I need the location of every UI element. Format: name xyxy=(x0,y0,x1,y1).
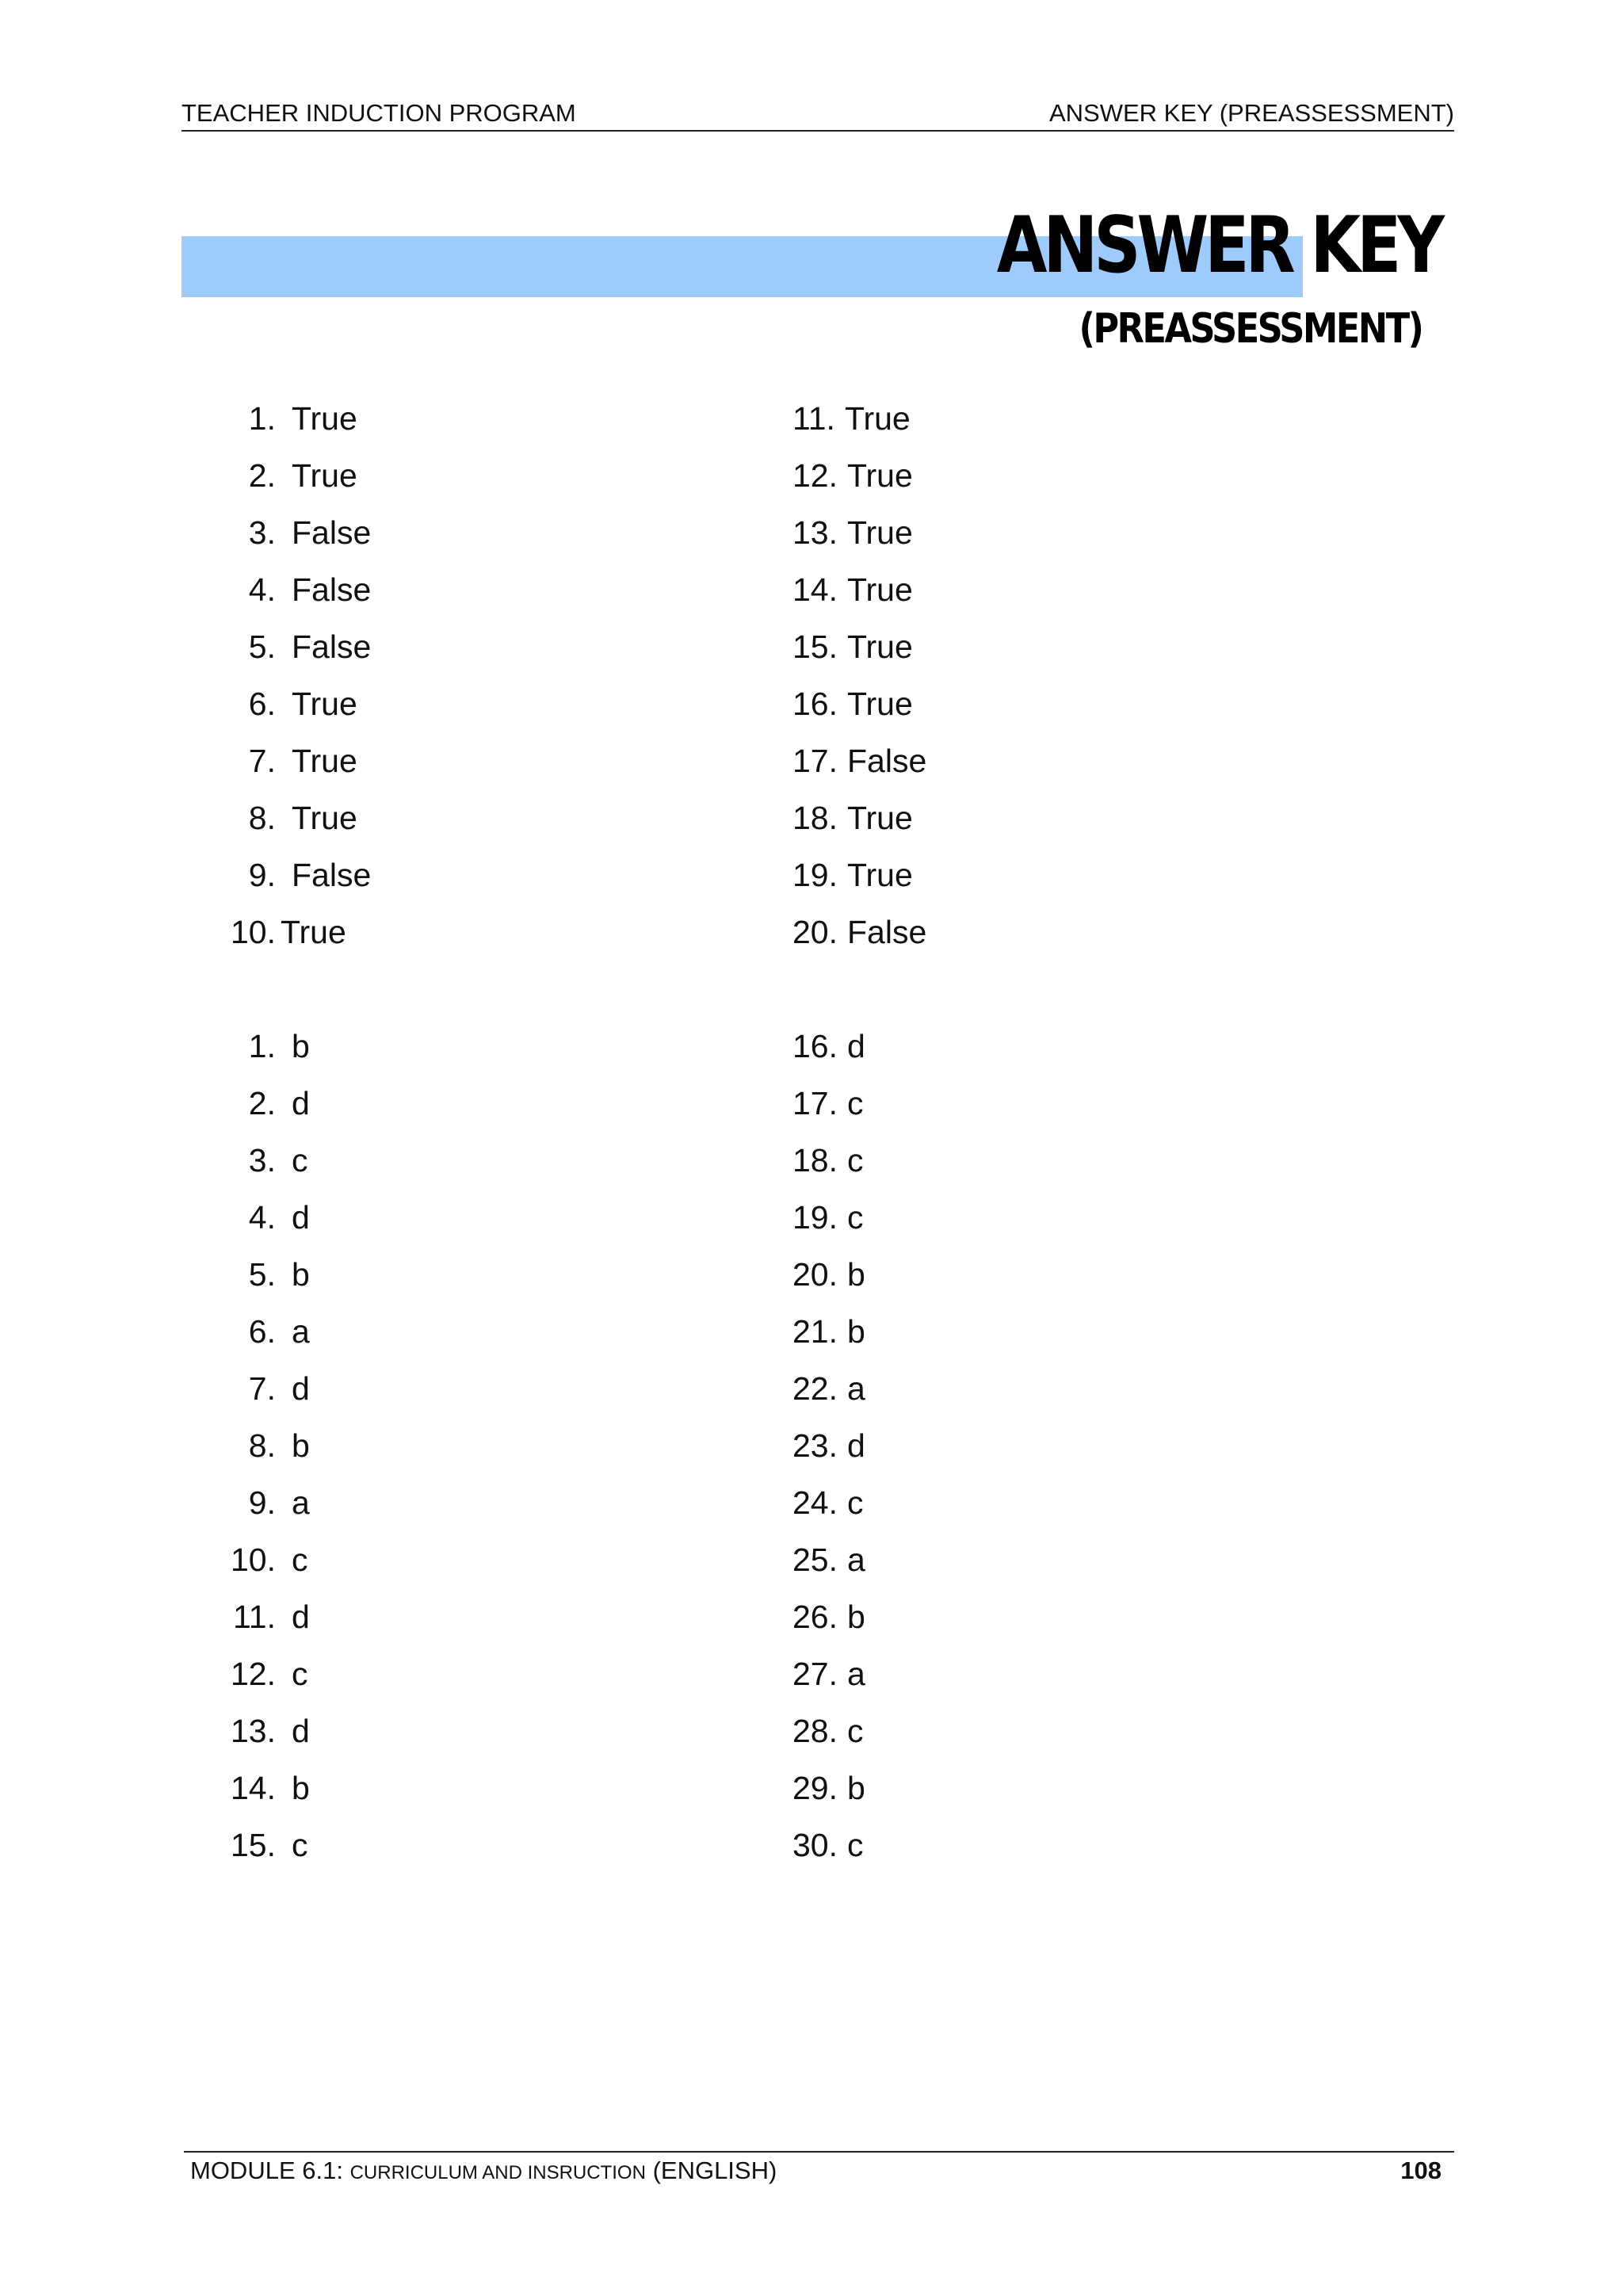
page-header xyxy=(181,97,1454,132)
list-item xyxy=(792,904,926,961)
item-answer: c xyxy=(847,1713,864,1749)
page-footer xyxy=(184,2151,1454,2189)
item-answer: True xyxy=(847,686,913,722)
list-item xyxy=(220,618,371,675)
list-item xyxy=(220,1588,310,1645)
item-answer: d xyxy=(847,1028,865,1064)
item-answer: d xyxy=(292,1713,310,1749)
list-item xyxy=(792,1817,865,1874)
item-answer: c xyxy=(292,1656,308,1692)
list-item xyxy=(792,1132,865,1189)
item-number: 1. xyxy=(248,1028,276,1064)
footer-module-label xyxy=(190,2153,777,2191)
list-item xyxy=(220,1246,310,1303)
item-answer: c xyxy=(847,1484,864,1521)
item-answer: c xyxy=(847,1827,864,1863)
footer-subject: (ENGLISH) xyxy=(652,2157,777,2184)
item-number: 3. xyxy=(248,514,276,551)
list-item xyxy=(792,1246,865,1303)
item-number: 4. xyxy=(248,571,276,608)
item-number: 5. xyxy=(248,628,276,665)
list-item xyxy=(792,675,926,732)
list-item xyxy=(220,390,371,447)
list-item xyxy=(792,1759,865,1817)
list-item xyxy=(220,1417,310,1474)
item-answer: a xyxy=(847,1656,865,1692)
item-answer: True xyxy=(847,800,913,836)
item-number: 17. xyxy=(792,743,838,779)
item-answer: False xyxy=(292,628,372,665)
item-number: 19. xyxy=(792,857,838,893)
item-number: 9. xyxy=(248,1484,276,1521)
list-item xyxy=(220,1645,310,1702)
item-number: 9. xyxy=(248,857,276,893)
list-item xyxy=(220,1189,310,1246)
item-answer: True xyxy=(292,743,357,779)
item-number: 20. xyxy=(792,1256,838,1293)
item-number: 2. xyxy=(248,457,276,494)
list-item xyxy=(220,1817,310,1874)
true-false-answers-right xyxy=(792,390,926,961)
list-item xyxy=(220,675,371,732)
item-number: 11. xyxy=(233,1599,276,1635)
list-item xyxy=(220,1132,310,1189)
list-item xyxy=(220,904,371,961)
item-number: 10. xyxy=(231,914,276,950)
item-answer: True xyxy=(844,400,911,437)
item-answer: b xyxy=(292,1770,310,1806)
item-answer: True xyxy=(292,400,357,437)
list-item xyxy=(792,447,926,504)
item-number: 12. xyxy=(231,1656,276,1692)
item-number: 15. xyxy=(231,1827,276,1863)
item-answer: True xyxy=(292,800,357,836)
item-answer: False xyxy=(292,857,372,893)
list-item xyxy=(792,1531,865,1588)
item-answer: False xyxy=(292,514,372,551)
item-number: 7. xyxy=(248,1370,276,1407)
list-item xyxy=(792,1474,865,1531)
item-number: 28. xyxy=(792,1713,838,1749)
item-number: 6. xyxy=(248,1313,276,1350)
item-number: 24. xyxy=(792,1484,838,1521)
item-number: 2. xyxy=(248,1085,276,1121)
list-item xyxy=(792,618,926,675)
item-answer: c xyxy=(292,1827,308,1863)
item-number: 13. xyxy=(231,1713,276,1749)
list-item xyxy=(792,1075,865,1132)
item-number: 12. xyxy=(792,457,838,494)
item-number: 10. xyxy=(231,1541,276,1578)
list-item xyxy=(792,1588,865,1645)
item-number: 29. xyxy=(792,1770,838,1806)
page-title: ANSWER KEY xyxy=(996,201,1441,291)
item-answer: d xyxy=(292,1599,310,1635)
list-item xyxy=(220,1075,310,1132)
multiple-choice-answers-left xyxy=(220,1018,310,1874)
item-number: 27. xyxy=(792,1656,838,1692)
item-number: 15. xyxy=(792,628,838,665)
item-answer: b xyxy=(292,1427,310,1464)
list-item xyxy=(220,1531,310,1588)
list-item xyxy=(220,1759,310,1817)
list-item xyxy=(792,1018,865,1075)
item-number: 8. xyxy=(248,800,276,836)
item-number: 14. xyxy=(792,571,838,608)
list-item xyxy=(792,846,926,904)
item-answer: d xyxy=(847,1427,865,1464)
item-number: 26. xyxy=(792,1599,838,1635)
list-item xyxy=(792,732,926,789)
item-answer: b xyxy=(847,1256,865,1293)
item-answer: a xyxy=(292,1484,310,1521)
item-answer: True xyxy=(847,571,913,608)
item-answer: True xyxy=(847,457,913,494)
item-number: 7. xyxy=(248,743,276,779)
list-item xyxy=(220,1360,310,1417)
item-answer: c xyxy=(292,1541,308,1578)
item-answer: a xyxy=(847,1541,865,1578)
item-answer: True xyxy=(281,914,346,950)
item-number: 23. xyxy=(792,1427,838,1464)
item-answer: c xyxy=(847,1199,864,1236)
list-item xyxy=(220,846,371,904)
item-answer: d xyxy=(292,1199,310,1236)
item-answer: False xyxy=(847,743,927,779)
item-answer: b xyxy=(292,1028,310,1064)
list-item xyxy=(792,1702,865,1759)
list-item xyxy=(220,1474,310,1531)
list-item xyxy=(220,1018,310,1075)
item-answer: True xyxy=(847,628,913,665)
page-subtitle: (PREASSESSMENT) xyxy=(1079,305,1422,353)
item-number: 1. xyxy=(248,400,276,437)
item-answer: d xyxy=(292,1085,310,1121)
item-number: 8. xyxy=(248,1427,276,1464)
list-item xyxy=(792,1189,865,1246)
list-item xyxy=(220,504,371,561)
item-number: 18. xyxy=(792,800,838,836)
list-item xyxy=(220,561,371,618)
item-number: 6. xyxy=(248,686,276,722)
item-number: 21. xyxy=(792,1313,838,1350)
item-answer: c xyxy=(847,1142,864,1179)
item-answer: c xyxy=(847,1085,864,1121)
item-number: 5. xyxy=(248,1256,276,1293)
item-answer: c xyxy=(292,1142,308,1179)
list-item xyxy=(792,1645,865,1702)
footer-course-name: CURRICULUM AND INSRUCTION xyxy=(349,2162,646,2183)
item-number: 3. xyxy=(248,1142,276,1179)
item-number: 4. xyxy=(248,1199,276,1236)
list-item xyxy=(220,732,371,789)
item-answer: b xyxy=(847,1599,865,1635)
list-item xyxy=(792,561,926,618)
list-item xyxy=(792,1417,865,1474)
item-answer: False xyxy=(292,571,372,608)
item-answer: True xyxy=(292,686,357,722)
header-section-title: ANSWER KEY (PREASSESSMENT) xyxy=(1048,99,1454,127)
item-number: 14. xyxy=(231,1770,276,1806)
header-program-title: TEACHER INDUCTION PROGRAM xyxy=(181,99,576,127)
item-answer: True xyxy=(847,514,913,551)
item-answer: b xyxy=(847,1770,865,1806)
item-number: 16. xyxy=(792,1028,838,1064)
item-number: 13. xyxy=(792,514,838,551)
item-answer: a xyxy=(292,1313,310,1350)
list-item xyxy=(792,390,926,447)
item-number: 25. xyxy=(792,1541,838,1578)
item-answer: b xyxy=(292,1256,310,1293)
list-item xyxy=(792,789,926,846)
multiple-choice-answers-right xyxy=(792,1018,865,1874)
item-answer: True xyxy=(292,457,357,494)
item-answer: d xyxy=(292,1370,310,1407)
list-item xyxy=(220,1702,310,1759)
true-false-answers-left xyxy=(220,390,371,961)
item-number: 18. xyxy=(792,1142,838,1179)
footer-module-number: MODULE 6.1: xyxy=(190,2157,343,2184)
list-item xyxy=(792,504,926,561)
item-number: 11. xyxy=(792,400,835,437)
item-answer: b xyxy=(847,1313,865,1350)
list-item xyxy=(792,1303,865,1360)
item-answer: False xyxy=(847,914,927,950)
item-number: 16. xyxy=(792,686,838,722)
page-number: 108 xyxy=(1400,2157,1442,2184)
list-item xyxy=(792,1360,865,1417)
item-answer: a xyxy=(847,1370,865,1407)
item-number: 17. xyxy=(792,1085,838,1121)
list-item xyxy=(220,447,371,504)
list-item xyxy=(220,789,371,846)
list-item xyxy=(220,1303,310,1360)
item-number: 20. xyxy=(792,914,838,950)
item-answer: True xyxy=(847,857,913,893)
item-number: 22. xyxy=(792,1370,838,1407)
item-number: 30. xyxy=(792,1827,838,1863)
item-number: 19. xyxy=(792,1199,838,1236)
